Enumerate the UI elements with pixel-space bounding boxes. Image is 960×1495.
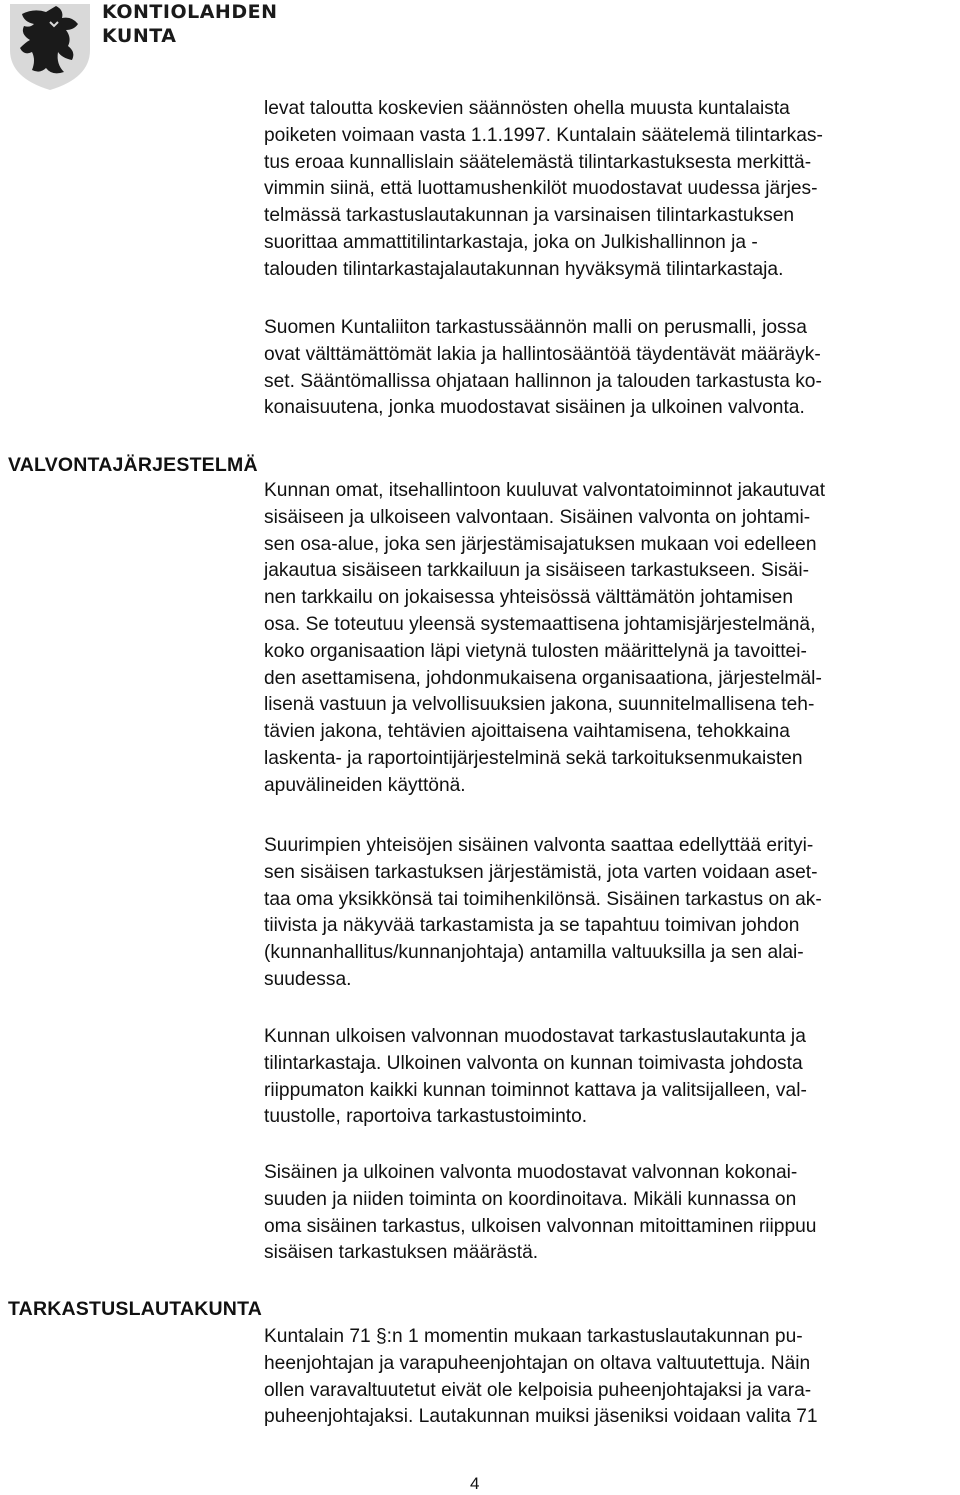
municipality-logo: [6, 0, 276, 96]
logo-wordmark: [102, 0, 277, 48]
heading-control-system: VALVONTAJÄRJESTELMÄ: [8, 454, 258, 476]
paragraph-audit-committee-members: Kuntalain 71 §:n 1 momentin mukaan tarkastuslautakunnan pu- heenjohtajan ja varapuheenjohtajan on oltava valtuutettuja. Näin ollen varavaltuutetut eivät ole kelpoisia puheenjohtajaksi ja vara- puheenjohtajaksi. Lautakunnan muiksi jäseniksi voidaan valita 71: [264, 1326, 818, 1428]
coat-of-arms-icon: [6, 0, 94, 92]
page-number: 4: [470, 1474, 480, 1493]
paragraph-internal-audit: Suurimpien yhteisöjen sisäinen valvonta saattaa edellyttää erityi- sen sisäisen tarkastuksen järjestämistä, jota varten voidaan aset- taa oma yksikkönsä tai toimihenkilönsä. Sisäinen tarkastus on ak- tiivista ja näkyvää tarkastamista ja se tapahtuu toimivan johdon (kunnanhallitus/kunnanjohtaja) antamilla valtuuksilla ja sen alai- suudessa.: [264, 835, 822, 990]
paragraph-audit-history: levat taloutta koskevien säännösten ohella muusta kuntalaista poiketen voimaan vasta 1.1.1997. Kuntalain säätelemä tilintarkas- tus eroaa kunnallislain säätelemästä tilintarkastuksesta merkittä- vimmin siinä, että luottamushenkilöt muodostavat uudessa järjes- telmässä tarkastuslautakunnan ja varsinaisen tilintarkastuksen suorittaa ammattitilintarkastaja, joka on Julkishallinnon ja - talouden tilintarkastajalautakunnan hyväksymä tilintarkastaja.: [264, 98, 823, 280]
paragraph-audit-rule-model: Suomen Kuntaliiton tarkastussäännön malli on perusmalli, jossa ovat välttämättömät lakia ja hallintosääntöä täydentävät määräyk- set. Sääntömallissa ohjataan hallinnon ja talouden tarkastusta ko- konaisuutena, jonka muodostavat sisäinen ja ulkoinen valvonta.: [264, 317, 822, 419]
paragraph-internal-external-control: Kunnan omat, itsehallintoon kuuluvat valvontatoiminnot jakautuvat sisäiseen ja ulkoiseen valvontaan. Sisäinen valvonta on johtami- sen osa-alue, joka sen järjestämisajatuksen mukaan voi edelleen jakautua sisäiseen tarkkailuun ja sisäiseen tarkastukseen. Sisäi- nen tarkkailu on jokaisessa yhteisössä välttämätön johtamisen osa. Se toteutuu yleensä systemaattisena johtamisjärjestelmänä, koko organisaation läpi vietynä tulosten määrittelynä ja tavoittei- den asettamisena, johdonmukaisena organisaationa, järjestelmäl- lisenä vastuun ja velvollisuuksien jakona, suunnitelmallisena teh- tävien jakona, tehtävien ajoittaisena vaihtamisena, tehokkaina laskenta- ja raportointijärjestelminä sekä tarkoituksenmukaisten apuvälineiden käyttönä.: [264, 480, 826, 796]
heading-audit-committee: TARKASTUSLAUTAKUNTA: [8, 1298, 263, 1320]
logo-line-1: KONTIOLAHDEN: [102, 1, 278, 23]
paragraph-external-control: Kunnan ulkoisen valvonnan muodostavat tarkastuslautakunta ja tilintarkastaja. Ulkoinen valvonta on kunnan toimivasta johdosta riippumaton kaikki kunnan toiminnot kattava ja valitsijalleen, val- tuustolle, raportoiva tarkastustoiminto.: [264, 1026, 807, 1128]
paragraph-coordination: Sisäinen ja ulkoinen valvonta muodostavat valvonnan kokonai- suuden ja niiden toiminta on koordinoitava. Mikäli kunnassa on oma sisäinen tarkastus, ulkoisen valvonnan mitoittaminen riippuu sisäisen tarkastuksen määrästä.: [264, 1162, 817, 1264]
logo-line-2: KUNTA: [102, 25, 177, 47]
